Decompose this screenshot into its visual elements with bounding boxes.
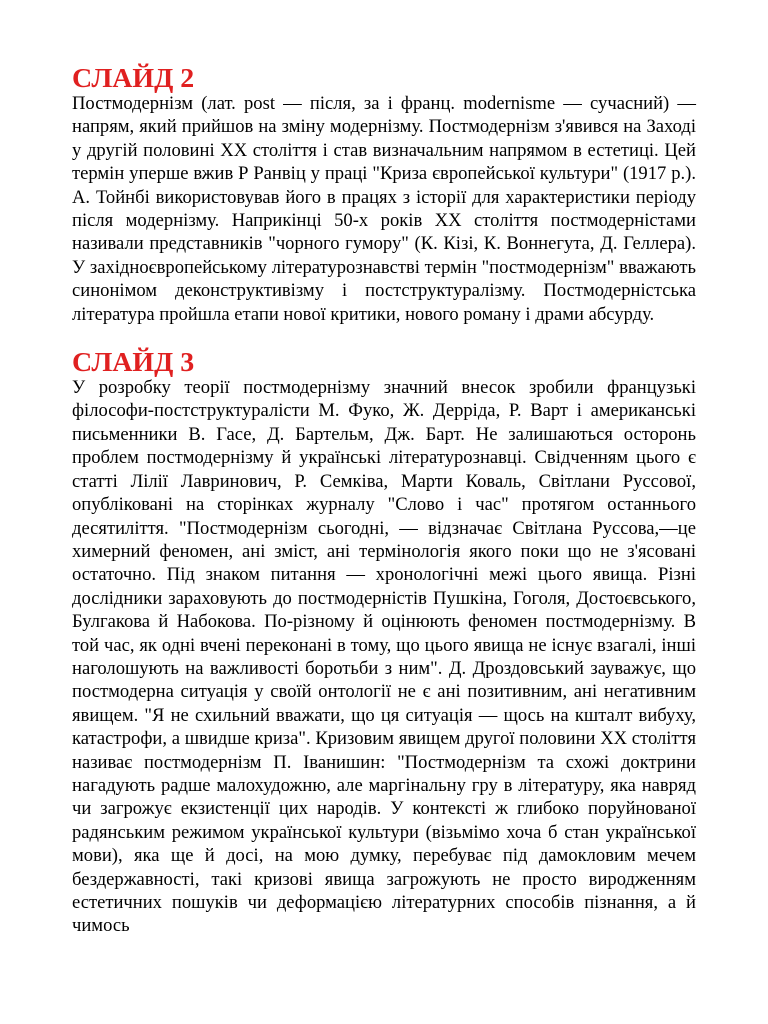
slide-3-paragraph: У розробку теорії постмодернізму значний внесок зробили французькі філософи-постструктуралісти М. Фуко, Ж. Дерріда, Р. Варт і американські письменники В. Гасе, Д. Бартельм, Дж. Барт. Не залишаються осторонь проблем постмодернізму й українські літературознавці. Свідченням цього є статті Лілії Лавринович, Р. Семківа, Марти Коваль, Світлани Руссової, опубліковані на сторінках журналу "Слово і час" протягом останнього десятиліття. "Постмодернізм сьогодні, — відзначає Світлана Руссова,—це химерний феномен, ані зміст, ані термінологія якого поки що не з'ясовані остаточно. Під знаком питання — хронологічні межі цього явища. Різні дослідники зараховують до постмодерністів Пушкіна, Гоголя, Достоєвського, Булгакова й Набокова. По-різному й оцінюють феномен постмодернізму. В той час, як одні вчені переконані в тому, що цього явища не існує взагалі, інші наголошують на важливості боротьби з ним". Д. Дроздовський зауважує, що постмодерна ситуація у своїй онтології не є ані позитивним, ані негативним явищем. "Я не схильний вважати, що ця ситуація — щось на кшталт вибуху, катастрофи, а швидше криза". Кризовим явищем другої половини ХХ століття називає постмодернізм П. Іванишин: "Постмодернізм та схожі доктрини нагадують радше малохудожню, але маргінальну гру в літературу, яка навряд чи загрожує екзистенції цих народів. У контексті ж глибоко поруйнованої радянським режимом української культури (візьмімо хоча б стан української мови), яка ще й досі, на мою думку, перебуває під дамокловим мечем бездержавності, такі кризові явища загрожують не просто виродженням естетичних пошуків чи деформацією літературних способів пізнання, а й чимось — [72, 377, 696, 937]
document-page — [72, 63, 696, 938]
slide-2-paragraph: Постмодернізм (лат. post — після, за і франц. modernisme — сучасний) — напрям, який прийшов на зміну модернізму. Постмодернізм з'явився на Заході у другій половині ХХ століття і став визначальним напрямом в естетиці. Цей термін уперше вжив Р Ранвіц у праці "Криза європейської культури" (1917 р.). А. Тойнбі використовував його в працях з історії для характеристики періоду після модернізму. Наприкінці 50-х років ХХ століття постмодерністами називали представників "чорного гумору" (К. Кізі, К. Воннегута, Д. Геллера). У західноєвропейському літературознавстві термін "постмодернізм" вважають синонімом деконструктивізму і постструктуралізму. Постмодерністська література пройшла етапи нової критики, нового роману і драми абсурду. — [72, 93, 696, 325]
slide-2-section — [72, 63, 696, 326]
slide-3-heading: СЛАЙД 3 — [72, 347, 195, 379]
slide-2-heading: СЛАЙД 2 — [72, 63, 195, 94]
slide-3-section — [72, 347, 696, 938]
